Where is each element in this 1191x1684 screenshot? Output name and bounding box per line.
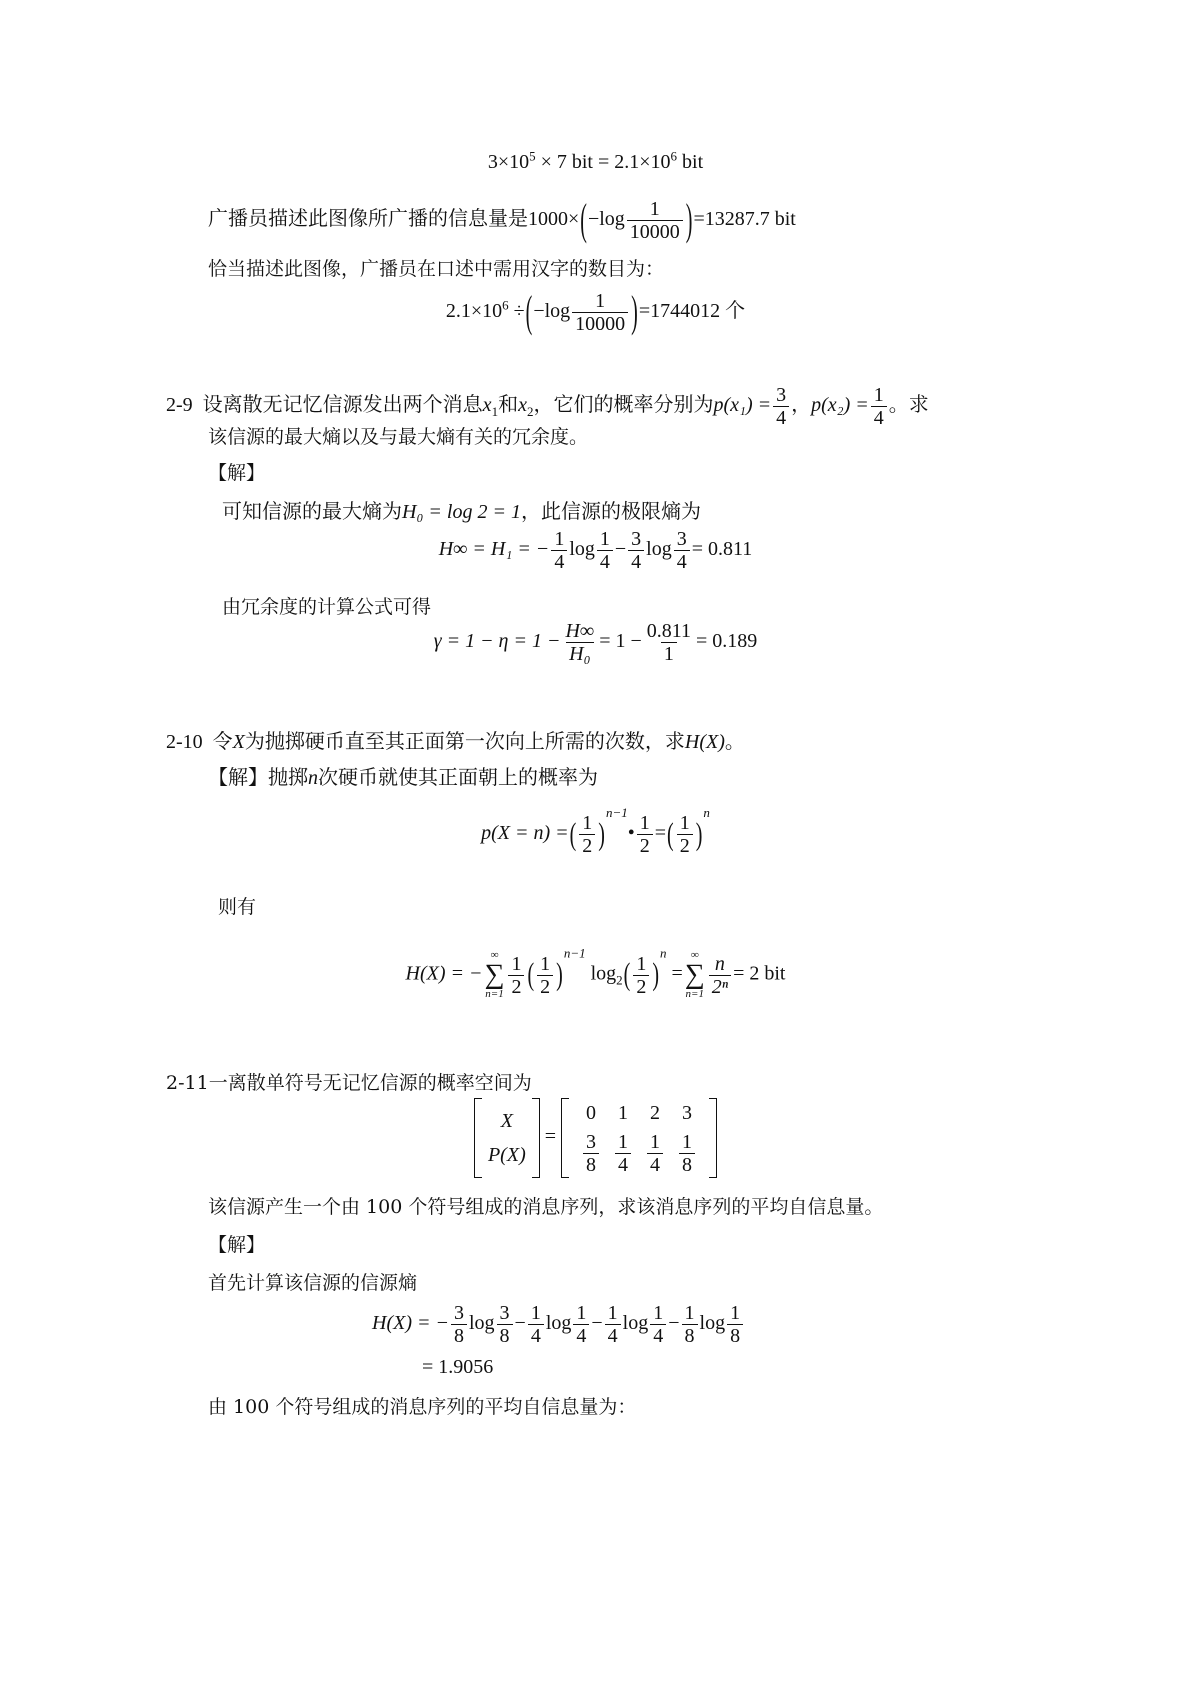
bits-middle: × 7 bit = 2.1×10 bbox=[535, 151, 671, 173]
left-paren: ( bbox=[623, 957, 631, 993]
matrix-prob bbox=[615, 1131, 631, 1176]
probability-space-matrix bbox=[0, 1098, 1191, 1178]
hanzi-prefix: 2.1×10 bbox=[445, 300, 503, 323]
fraction bbox=[628, 528, 644, 573]
sum-lower: n=1 bbox=[485, 988, 504, 1000]
fraction-denominator: 8 bbox=[451, 1324, 467, 1347]
problem-text-a: 设离散无记忆信源发出两个消息 bbox=[202, 394, 483, 417]
sum-upper: ∞ bbox=[490, 949, 499, 961]
hanzi-intro: 恰当描述此图像，广播员在口述中需用汉字的数目为： bbox=[208, 258, 665, 280]
right-matrix bbox=[561, 1098, 717, 1178]
x-var: X bbox=[232, 731, 245, 753]
equals: = bbox=[654, 822, 667, 845]
right-paren: ) bbox=[631, 288, 638, 337]
matrix-prob bbox=[679, 1131, 695, 1176]
problem-2-10-solution bbox=[208, 766, 598, 790]
minus: − bbox=[668, 1312, 680, 1335]
right-paren: ) bbox=[685, 196, 693, 245]
fraction bbox=[572, 290, 628, 335]
fraction-numerator: 1 bbox=[530, 1302, 541, 1324]
fraction-denominator: 2 bbox=[508, 975, 524, 998]
fraction-numerator: 1 bbox=[649, 198, 660, 220]
x1: x bbox=[482, 394, 492, 417]
redundancy-intro: 由冗余度的计算公式可得 bbox=[222, 596, 432, 618]
fraction bbox=[644, 620, 694, 665]
fraction-denominator: 8 bbox=[679, 1153, 695, 1176]
p2-fraction bbox=[871, 384, 887, 429]
problem-number: 2-9 bbox=[166, 394, 193, 417]
p1-fraction bbox=[773, 384, 789, 429]
fraction bbox=[637, 812, 653, 857]
left-paren: ( bbox=[580, 196, 587, 245]
fraction-denominator: 8 bbox=[682, 1324, 698, 1347]
fraction-numerator: 1 bbox=[653, 1302, 664, 1324]
matrix-value: 2 bbox=[650, 1101, 661, 1124]
comma: ， bbox=[791, 394, 812, 417]
bits-suffix: bit bbox=[677, 151, 704, 173]
fraction-numerator: 1 bbox=[599, 528, 610, 550]
fraction-denominator: 4 bbox=[615, 1153, 631, 1176]
fraction-denominator: 4 bbox=[628, 550, 644, 573]
bits-equation bbox=[0, 150, 1191, 174]
fraction-denominator: 2 bbox=[633, 975, 649, 998]
hanzi-equation bbox=[0, 290, 1191, 335]
probability-equation bbox=[0, 805, 1191, 857]
fraction-numerator: 3 bbox=[776, 384, 787, 406]
exponent: n−1 bbox=[563, 945, 586, 961]
right-paren: ) bbox=[556, 957, 563, 993]
bits-prefix: 3×10 bbox=[487, 151, 530, 173]
left-bracket bbox=[561, 1098, 569, 1178]
fraction bbox=[579, 812, 595, 857]
matrix-px: P(X) bbox=[487, 1144, 526, 1166]
log-text: log bbox=[590, 962, 617, 985]
exponent: n−1 bbox=[605, 805, 628, 821]
fraction-denominator: 8 bbox=[497, 1324, 513, 1347]
entropy-result: = 0.811 bbox=[691, 538, 753, 561]
right-paren: ) bbox=[598, 816, 605, 853]
first-calc-text: 首先计算该信源的信源熵 bbox=[208, 1272, 418, 1294]
fraction-numerator: n bbox=[714, 952, 725, 975]
problem-number: 2-10 bbox=[166, 731, 203, 753]
fraction-denominator: 4 bbox=[647, 1153, 663, 1176]
left-paren: ( bbox=[525, 288, 533, 337]
problem-number: 2-11 bbox=[166, 1072, 209, 1094]
matrix-equals: = bbox=[544, 1125, 557, 1148]
entropy-lhs: H∞ = H₁ = − bbox=[438, 538, 550, 561]
matrix-x: X bbox=[500, 1110, 513, 1132]
final-line: 由 100 个符号组成的消息序列的平均自信息量为： bbox=[208, 1396, 637, 1418]
sigma-glyph: ∑ bbox=[684, 959, 705, 990]
limit-entropy-equation bbox=[0, 528, 1191, 573]
fraction-numerator: 1 bbox=[607, 1302, 618, 1324]
problem-text-b: ，它们的概率分别为 bbox=[533, 394, 714, 417]
fraction-denominator: 4 bbox=[597, 550, 613, 573]
matrix-value: 0 bbox=[586, 1101, 597, 1124]
fraction-numerator: 1 bbox=[650, 1130, 661, 1153]
x2: x bbox=[518, 394, 527, 417]
hx-equation bbox=[0, 945, 1191, 1000]
exponent: n bbox=[703, 805, 710, 821]
left-paren: ( bbox=[569, 816, 577, 853]
fraction-denominator: 4 bbox=[773, 406, 789, 429]
problem-2-10-statement bbox=[166, 730, 745, 754]
bits-exp1: 5 bbox=[529, 148, 536, 164]
minus: − bbox=[591, 1312, 603, 1335]
max-entropy-line bbox=[222, 500, 701, 524]
problem-2-9-line2: 该信源的最大熵以及与最大熵有关的冗余度。 bbox=[208, 426, 589, 448]
redundancy-mid: = 1 − bbox=[599, 630, 642, 653]
fraction bbox=[597, 528, 613, 573]
problem-2-11-statement bbox=[166, 1072, 532, 1095]
fraction-numerator: 1 bbox=[682, 1130, 693, 1153]
log-text: log bbox=[699, 1312, 726, 1335]
fraction-denominator: 4 bbox=[650, 1324, 666, 1347]
fraction bbox=[605, 1302, 621, 1347]
minus: − bbox=[514, 1312, 526, 1335]
problem-text: 一离散单符号无记忆信源的概率空间为 bbox=[208, 1072, 532, 1094]
problem-text-b: 为抛掷硬币直至其正面第一次向上所需的次数，求 bbox=[244, 731, 685, 753]
bits-exp2: 6 bbox=[670, 148, 678, 164]
fraction-denominator: 2ⁿ bbox=[709, 975, 731, 998]
sol-text-b: ，此信源的极限熵为 bbox=[520, 501, 701, 523]
right-paren: ) bbox=[695, 816, 703, 853]
sol-text-b: 次硬币就使其正面朝上的概率为 bbox=[318, 767, 598, 789]
log-text: log bbox=[646, 538, 672, 561]
fraction-numerator: 1 bbox=[595, 290, 606, 312]
solution-label: 【解】 bbox=[208, 1234, 266, 1256]
fraction-numerator: 1 bbox=[540, 952, 551, 975]
fraction-numerator: 3 bbox=[631, 528, 642, 550]
x1-sub: 1 bbox=[491, 404, 499, 420]
matrix-prob bbox=[583, 1131, 599, 1176]
sum-lower: n=1 bbox=[685, 988, 704, 1000]
fraction bbox=[451, 1302, 467, 1347]
fraction-numerator: 3 bbox=[499, 1302, 510, 1324]
fraction bbox=[674, 528, 690, 573]
sum-upper: ∞ bbox=[690, 949, 699, 961]
n-var: n bbox=[308, 767, 318, 789]
log-text: log bbox=[622, 1312, 649, 1335]
problem-2-11-description: 该信源产生一个由 100 个符号组成的消息序列，求该消息序列的平均自信息量。 bbox=[208, 1196, 884, 1218]
then-label: 则有 bbox=[218, 896, 257, 918]
left-matrix bbox=[474, 1098, 540, 1178]
max-entropy-eq: H₀ = log 2 = 1 bbox=[402, 501, 521, 523]
log-base: 2 bbox=[616, 972, 623, 988]
problem-text-c: 。求 bbox=[888, 394, 929, 417]
fraction bbox=[627, 198, 683, 243]
fraction-numerator: 1 bbox=[730, 1302, 741, 1324]
fraction bbox=[633, 953, 649, 998]
fraction-numerator: 1 bbox=[576, 1302, 587, 1324]
fraction-denominator: 1 bbox=[661, 642, 677, 665]
fraction-denominator: 2 bbox=[677, 834, 693, 857]
dot: • bbox=[627, 822, 635, 845]
log-text: log bbox=[569, 538, 595, 561]
hanzi-result: =1744012 个 bbox=[638, 300, 746, 323]
fraction bbox=[709, 953, 731, 998]
left-paren: ( bbox=[667, 816, 674, 853]
fraction-denominator: 2 bbox=[637, 834, 653, 857]
fraction-numerator: 1 bbox=[684, 1302, 695, 1324]
fraction-denominator: 4 bbox=[605, 1324, 621, 1347]
sum-symbol bbox=[685, 950, 705, 1000]
fraction-numerator: 1 bbox=[582, 812, 593, 834]
entropy-result-line: = 1.9056 bbox=[422, 1356, 494, 1378]
p2-lhs: p(x₂) = bbox=[811, 394, 869, 417]
fraction-denominator: 4 bbox=[871, 406, 887, 429]
fraction bbox=[562, 620, 597, 665]
fraction bbox=[677, 812, 693, 857]
fraction-numerator: 1 bbox=[639, 812, 650, 834]
fraction-denominator: 2 bbox=[579, 834, 595, 857]
fraction bbox=[727, 1302, 743, 1347]
problem-text-a: 令 bbox=[212, 731, 233, 753]
broadcast-text: 广播员描述此图像所广播的信息量是1000× bbox=[208, 208, 580, 231]
hx: H(X) bbox=[684, 731, 725, 753]
fraction bbox=[528, 1302, 544, 1347]
fraction-numerator: 1 bbox=[873, 384, 884, 406]
and-text: 和 bbox=[498, 394, 519, 417]
fraction-denominator: 4 bbox=[551, 550, 567, 573]
fraction-numerator: 0.811 bbox=[646, 620, 692, 642]
matrix-value: 3 bbox=[682, 1101, 693, 1124]
solution-label: 【解】 bbox=[208, 767, 268, 789]
fraction bbox=[650, 1302, 666, 1347]
sum-symbol bbox=[485, 950, 505, 1000]
fraction bbox=[497, 1302, 513, 1347]
redundancy-equation bbox=[0, 620, 1191, 665]
exponent: n bbox=[660, 945, 667, 961]
broadcast-result: =13287.7 bit bbox=[693, 208, 796, 231]
fraction bbox=[682, 1302, 698, 1347]
log-text: log bbox=[468, 1312, 495, 1335]
problem-2-9-statement bbox=[166, 384, 929, 429]
fraction bbox=[508, 953, 524, 998]
problem-text-c: 。 bbox=[724, 731, 745, 753]
fraction-numerator: H∞ bbox=[565, 620, 595, 642]
hanzi-divide: ÷ bbox=[508, 300, 525, 323]
fraction-numerator: 1 bbox=[554, 528, 565, 550]
hx-lhs: H(X) = − bbox=[405, 962, 483, 985]
sol-text-a: 抛掷 bbox=[268, 767, 308, 789]
right-paren: ) bbox=[652, 957, 659, 993]
fraction-denominator: 10000 bbox=[572, 312, 628, 335]
fraction-denominator: 2 bbox=[537, 975, 553, 998]
fraction-numerator: 1 bbox=[618, 1130, 629, 1153]
fraction-denominator: 4 bbox=[528, 1324, 544, 1347]
redundancy-lhs: γ = 1 − η = 1 − bbox=[433, 630, 561, 653]
sol-text-a: 可知信源的最大熵为 bbox=[222, 501, 402, 523]
left-paren: ( bbox=[527, 957, 535, 993]
minus-log: −log bbox=[533, 300, 571, 323]
matrix-column bbox=[482, 1109, 532, 1167]
prob-lhs: p(X = n) = bbox=[481, 822, 569, 845]
minus-log: −log bbox=[587, 208, 625, 231]
fraction-numerator: 1 bbox=[636, 952, 647, 975]
matrix-grid bbox=[569, 1101, 709, 1176]
fraction bbox=[537, 953, 553, 998]
solution-label: 【解】 bbox=[208, 462, 266, 484]
fraction-denominator: 4 bbox=[573, 1324, 589, 1347]
fraction bbox=[573, 1302, 589, 1347]
matrix-prob bbox=[647, 1131, 663, 1176]
fraction-denominator: 8 bbox=[727, 1324, 743, 1347]
left-bracket bbox=[474, 1098, 482, 1178]
minus: − bbox=[614, 538, 627, 561]
fraction-denominator: H₀ bbox=[566, 642, 593, 665]
fraction-numerator: 3 bbox=[586, 1130, 597, 1153]
log-text: log bbox=[545, 1312, 572, 1335]
fraction-denominator: 8 bbox=[583, 1153, 599, 1176]
source-entropy-equation bbox=[372, 1302, 745, 1347]
sigma-glyph: ∑ bbox=[484, 959, 505, 990]
broadcast-equation bbox=[208, 198, 796, 243]
hanzi-exp: 6 bbox=[502, 297, 509, 313]
fraction-numerator: 1 bbox=[511, 952, 522, 975]
matrix-value: 1 bbox=[618, 1101, 629, 1124]
right-bracket bbox=[709, 1098, 717, 1178]
equals: = bbox=[671, 962, 683, 985]
fraction-denominator: 10000 bbox=[627, 220, 683, 243]
fraction-denominator: 4 bbox=[674, 550, 690, 573]
hx-result: = 2 bit bbox=[733, 962, 786, 985]
entropy-lhs: H(X) = − bbox=[372, 1312, 449, 1335]
fraction bbox=[551, 528, 567, 573]
fraction-numerator: 1 bbox=[679, 812, 690, 834]
x2-sub: 2 bbox=[526, 404, 534, 420]
redundancy-result: = 0.189 bbox=[696, 630, 758, 653]
p1-lhs: p(x₁) = bbox=[713, 394, 772, 417]
fraction-numerator: 3 bbox=[453, 1302, 464, 1324]
right-bracket bbox=[532, 1098, 540, 1178]
fraction-numerator: 3 bbox=[676, 528, 687, 550]
